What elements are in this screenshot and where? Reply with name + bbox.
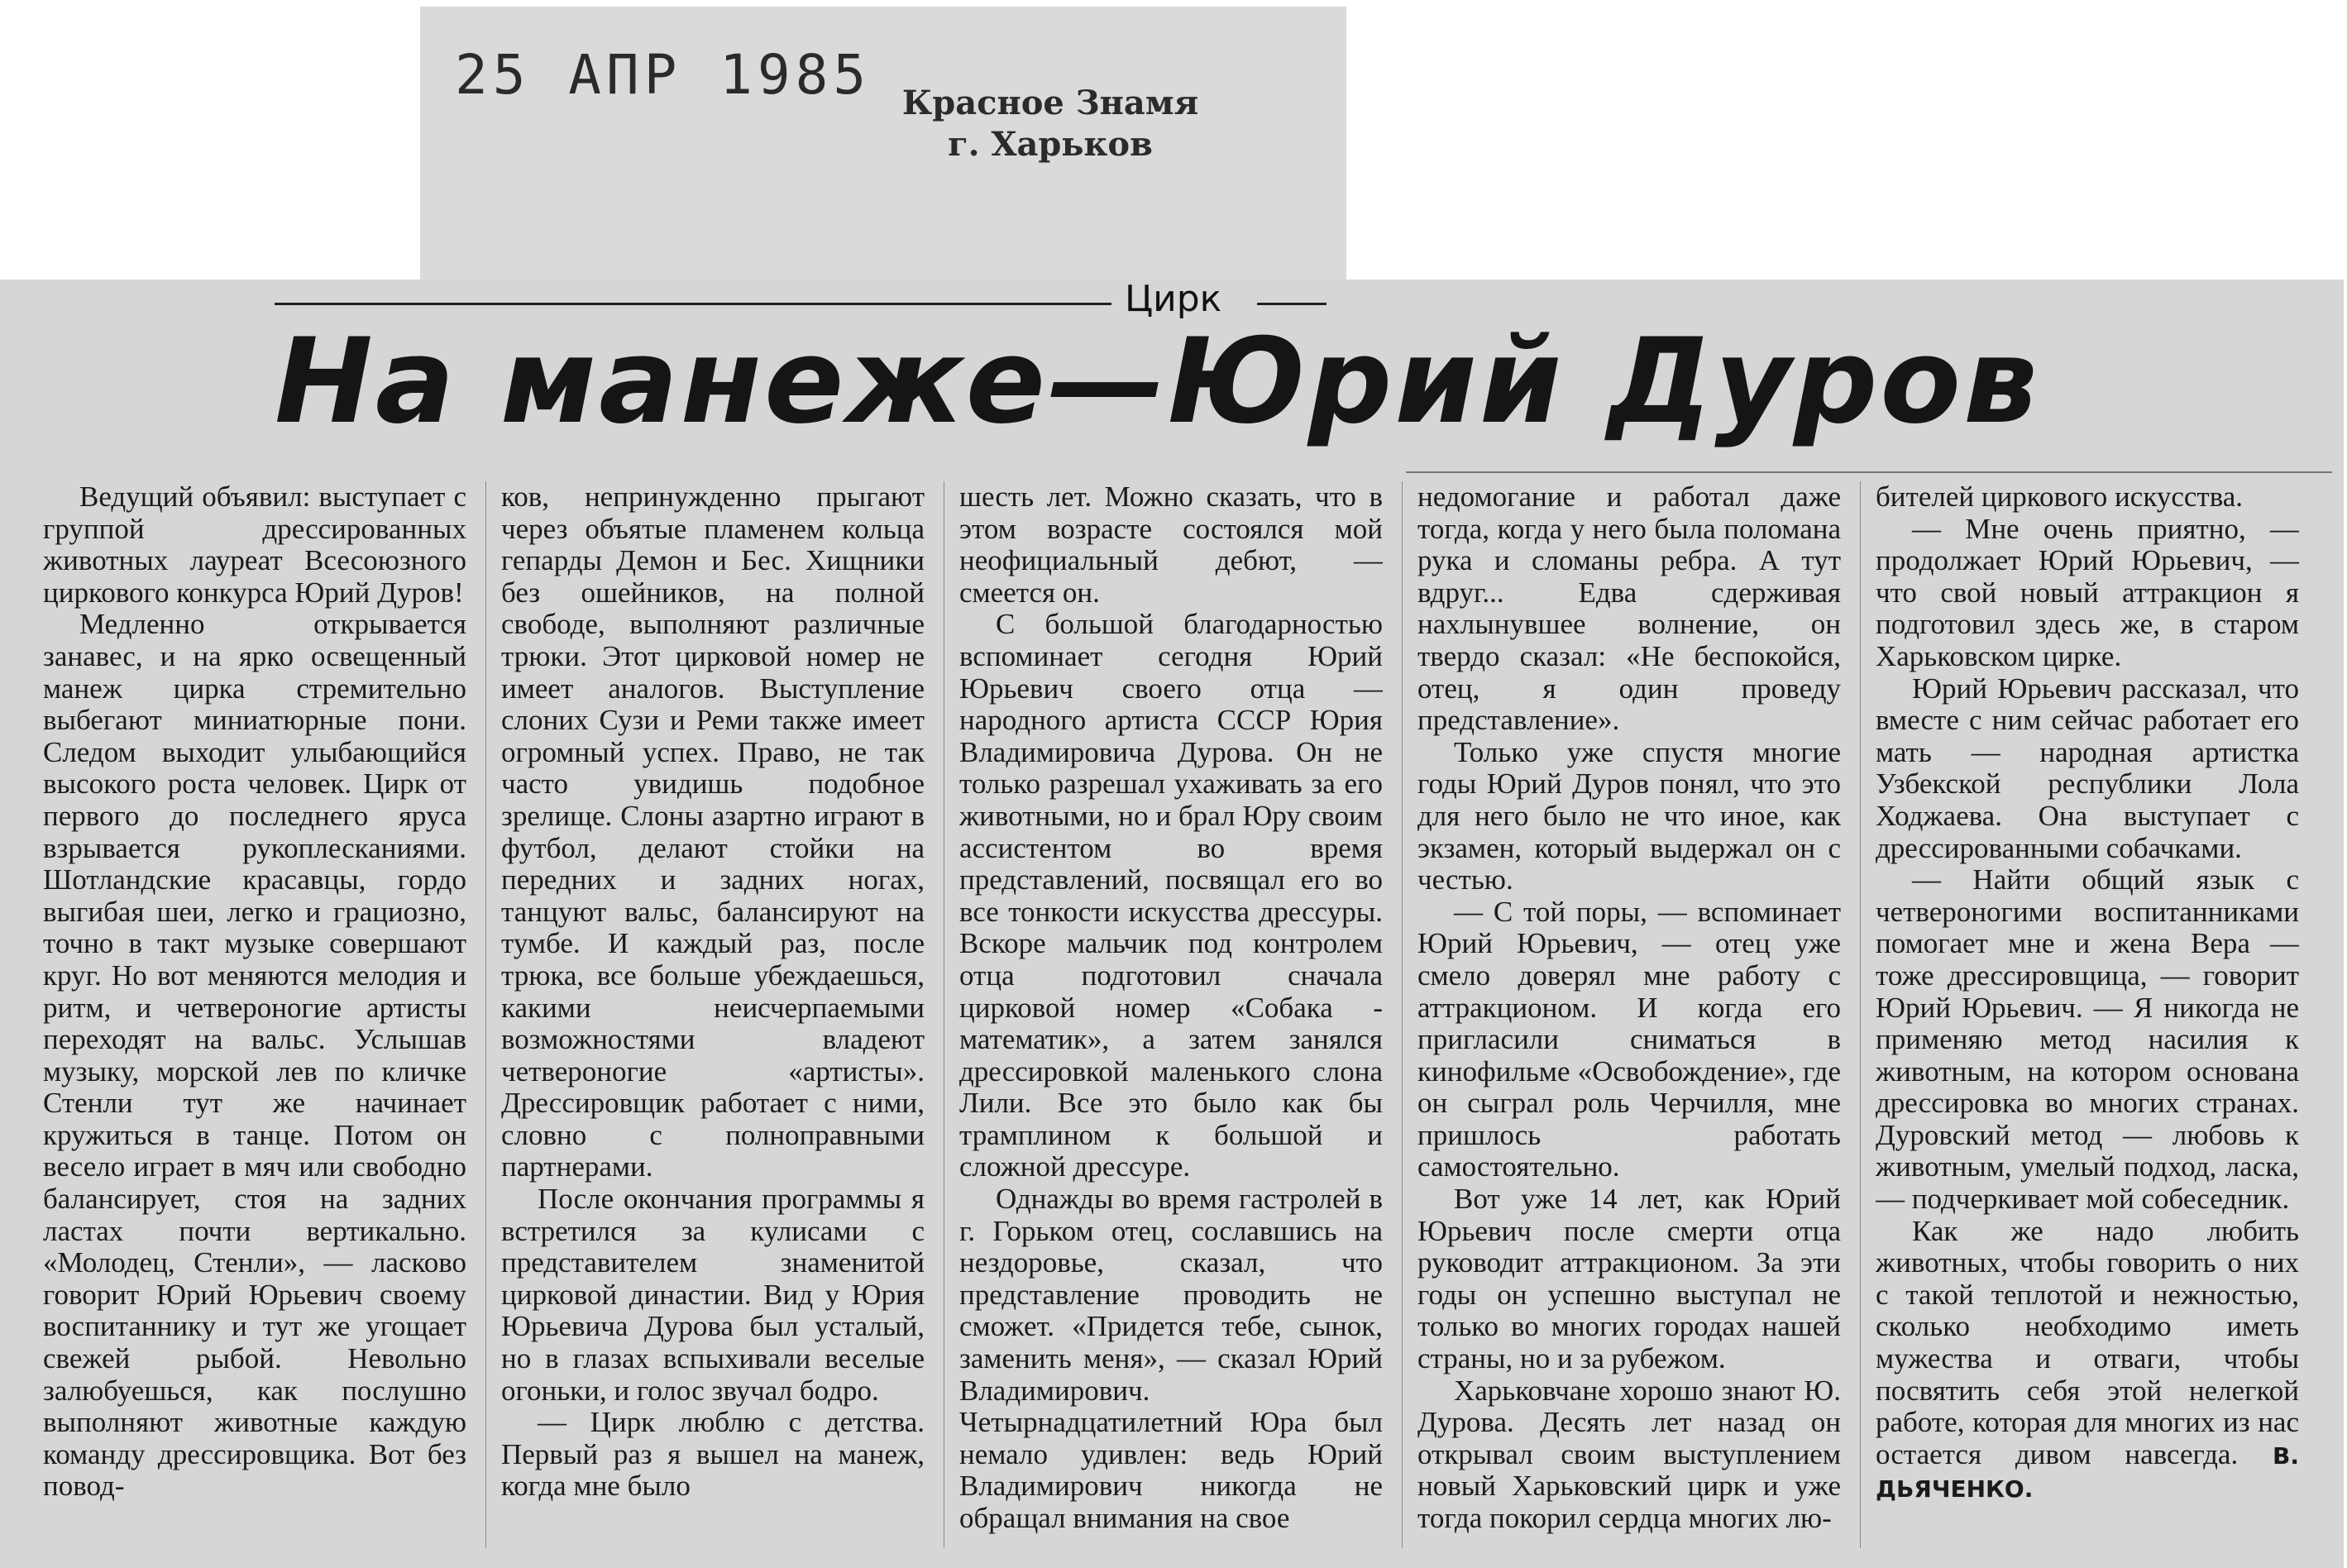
column-divider (485, 481, 486, 1548)
newspaper-city: г. Харьков (948, 125, 1153, 164)
newspaper-name: Красное Знамя (901, 84, 1199, 122)
article-paragraph: Как же надо любить животных, чтобы говорить о них с такой теплотой и нежностью, сколько необходимо иметь мужества и отваги, чтобы посвятить себя этой нелегкой работе, которая для многих из нас остается дивом навсегда. В. ДЬЯЧЕНКО. (1876, 1214, 2299, 1503)
article-column-3 (959, 481, 1383, 1556)
article-paragraph: Ведущий объявил: выступает с группой дрессированных животных лауреат Всесоюзного циркового конкурса Юрий Дуров! (43, 481, 466, 609)
author-signature: В. ДЬЯЧЕНКО. (1876, 1441, 2299, 1503)
article-paragraph: С большой благодарностью вспоминает сегодня Юрий Юрьевич своего отца — народного артиста СССР Юрия Владимировича Дурова. Он не только разрешал ухаживать за его животными, но и брал Юру своим ассистентом во время представлений, посвящал его во все тонкости искусства дрессуры. Вскоре мальчик под контролем отца подготовил сначала цирковой номер «Собака - математик», а затем занялся дрессировкой маленького слона Лили. Все это было как бы трамплином к большой и сложной дрессуре. (959, 608, 1383, 1183)
article-column-5 (1876, 481, 2299, 1556)
article-paragraph: Харьковчане хорошо знают Ю. Дурова. Десять лет назад он открывал своим выступлением новый Харьковский цирк и уже тогда покорил сердца многих лю- (1417, 1374, 1841, 1534)
newspaper-stamp (877, 83, 1224, 165)
article-paragraph: бителей циркового искусства. (1876, 481, 2244, 513)
article-paragraph: ков, непринужденно прыгают через объятые пламенем кольца гепарды Демон и Бес. Хищники без ошейников, на полной свободе, выполняют различные трюки. Этот цирковой номер не имеет аналогов. Выступление слоних Сузи и Реми также имеет огромный успех. Право, не так часто увидишь подобное зрелище. Слоны азартно играют в футбол, делают стойки на передних и задних ногах, танцуют вальс, балансируют на тумбе. И каждый раз, после трюка, все больше убеждаешься, какими неисчерпаемыми возможностями владеют четвероногие «артисты». Дрессировщик работает с ними, словно с полноправными партнерами. (501, 481, 925, 1183)
article-paragraph: — С той поры, — вспоминает Юрий Юрьевич, — отец уже смело доверял мне работу с аттракционом. И когда его пригласили сниматься в кинофильме «Освобождение», где он сыграл роль Черчилля, мне пришлось работать самостоятельно. (1417, 895, 1841, 1183)
article-paragraph: шесть лет. Можно сказать, что в этом возрасте состоялся мой неофициальный дебют, — смеется он. (959, 481, 1383, 609)
article-paragraph: Юрий Юрьевич рассказал, что вместе с ним сейчас работает его мать — народная артистка Узбекской республики Лола Ходжаева. Она выступает с дрессированными собачками. (1876, 672, 2299, 864)
article-paragraph: — Мне очень приятно, — продолжает Юрий Юрьевич, — что свой новый аттракцион я подготовил здесь же, в старом Харьковском цирке. (1876, 512, 2299, 672)
column-divider (1860, 481, 1861, 1548)
article-paragraph: — Найти общий язык с четвероногими воспитанниками помогает мне и жена Вера — тоже дрессировщица, — говорит Юрий Юрьевич. — Я никогда не применяю метод насилия к животным, на котором основана дрессировка во многих странах. Дуровский метод — любовь к животным, умелый подход, ласка, — подчеркивает мой собеседник. (1876, 863, 2299, 1216)
article-paragraph: После окончания программы я встретился за кулисами с представителем знаменитой цирковой династии. Вид у Юрия Юрьевича Дурова был усталый, но в глазах вспыхивали веселые огоньки, и голос звучал бодро. (501, 1183, 925, 1407)
article-column-4 (1417, 481, 1841, 1556)
article-paragraph: — Цирк люблю с детства. Первый раз я вышел на манеж, когда мне было (501, 1406, 925, 1503)
article-body (43, 481, 2334, 1556)
article-paragraph: Медленно открывается занавес, и на ярко освещенный манеж цирка стремительно выбегают миниатюрные пони. Следом выходит улыбающийся высокого роста человек. Цирк от первого до последнего яруса взрывается рукоплесканиями. Шотландские красавцы, гордо выгибая шеи, легко и грациозно, точно в такт музыке совершают круг. Но вот меняются мелодия и ритм, и четвероногие артисты переходят на вальс. Услышав музыку, морской лев по кличке Стенли тут же начинает кружиться в танце. Потом он весело играет в мяч или свободно балансирует, стоя на задних ластах почти вертикально. «Молодец, Стенли», — ласково говорит Юрий Юрьевич своему воспитаннику и тут же угощает свежей рыбой. Невольно залюбуешься, как послушно выполняют животные каждую команду дрессировщика. Вот без повод- (43, 608, 466, 1503)
article-column-1 (43, 481, 466, 1556)
article-paragraph: Только уже спустя многие годы Юрий Дуров понял, что это для него было не что иное, как экзамен, который выдержал он с честью. (1417, 735, 1841, 896)
rubric-rule-right (1257, 303, 1326, 305)
rubric-rule-left (275, 303, 1111, 305)
top-rule (1406, 471, 2332, 473)
article-headline: На манеже—Юрий Дуров (275, 313, 2040, 450)
column-divider (1402, 481, 1403, 1548)
article-paragraph: недомогание и работал даже тогда, когда у него была поломана рука и сломаны ребра. А тут вдруг... Едва сдерживая нахлынувшее волнение, он твердо сказал: «Не беспокойся, отец, я один проведу представление». (1417, 481, 1841, 737)
rubric-label: Цирк (1125, 278, 1222, 320)
article-paragraph: Однажды во время гастролей в г. Горьком отец, сославшись на нездоровье, сказал, что представление проводить не сможет. «Придется тебе, сынок, заменить меня», — сказал Юрий Владимирович. Четырнадцатилетний Юра был немало удивлен: ведь Юрий Владимирович никогда не обращал внимания на свое (959, 1183, 1383, 1534)
date-stamp: 25 АПР 1985 (455, 43, 872, 107)
article-column-2 (501, 481, 925, 1556)
article-paragraph: Вот уже 14 лет, как Юрий Юрьевич после смерти отца руководит аттракционом. За эти годы он успешно выступал не только во многих городах нашей страны, но и за рубежом. (1417, 1183, 1841, 1375)
